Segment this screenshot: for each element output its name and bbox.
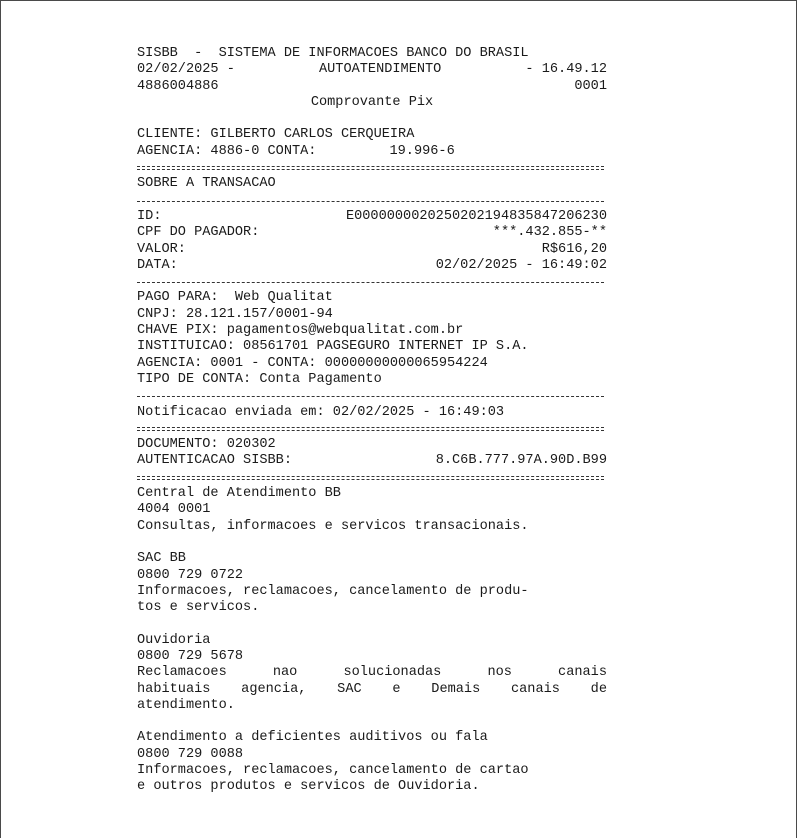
amount-row [137, 242, 607, 258]
pix-receipt [137, 46, 607, 796]
amount-label: VALOR: [137, 241, 186, 257]
header-service: AUTOATENDIMENTO [318, 62, 442, 78]
payee-institution: INSTITUICAO: 08561701 PAGSEGURO INTERNET IP S.A. [137, 339, 529, 355]
amount-value: R$616,20 [541, 241, 607, 257]
date-value: 02/02/2025 - 16:49:02 [435, 257, 607, 273]
transaction-id-row [137, 209, 607, 225]
accessibility-phone: 0800 729 0088 [137, 746, 244, 762]
central-phone: 4004 0001 [137, 502, 211, 518]
terminal-number: 4886004886 [137, 78, 219, 94]
separator-double [137, 160, 607, 176]
accessibility-description-line1: Informacoes, reclamacoes, cancelamento de cartao [137, 763, 529, 779]
header-date-row [137, 62, 607, 78]
payee-cnpj: CNPJ: 28.121.157/0001-94 [137, 306, 333, 322]
receipt-title: Comprovante Pix [310, 94, 434, 110]
transaction-id-value: E0000000020250202194835847206230 [345, 208, 607, 224]
header-date: 02/02/2025 - [137, 62, 235, 78]
client-account: 19.996-6 [389, 143, 455, 159]
authentication-value: 8.C6B.777.97A.90D.B99 [435, 453, 607, 469]
notification-sent: Notificacao enviada em: 02/02/2025 - 16:49:03 [137, 404, 505, 420]
central-title: Central de Atendimento BB [137, 486, 341, 502]
header-time: - 16.49.12 [525, 62, 607, 78]
sac-description-line2: tos e servicos. [137, 600, 260, 616]
payee-account-type: TIPO DE CONTA: Conta Pagamento [137, 371, 382, 387]
authentication-label: AUTENTICACAO SISBB: [137, 453, 292, 469]
ombudsman-phone: 0800 729 5678 [137, 648, 244, 664]
header-terminal-row [137, 79, 607, 95]
sac-description-line1: Informacoes, reclamacoes, cancelamento de produ- [137, 583, 529, 599]
separator-double [137, 421, 607, 437]
system-title: SISBB - SISTEMA DE INFORMACOES BANCO DO BRASIL [137, 46, 529, 61]
sac-phone: 0800 729 0722 [137, 567, 244, 583]
sequence-number: 0001 [574, 78, 607, 94]
separator-double [137, 470, 607, 486]
separator-dashed [137, 274, 607, 290]
payer-cpf-label: CPF DO PAGADOR: [137, 225, 260, 241]
date-row [137, 258, 607, 274]
ombudsman-description-line3: atendimento. [137, 697, 235, 713]
authentication-row [137, 453, 607, 469]
accessibility-description-line2: e outros produtos e servicos de Ouvidoria. [137, 779, 480, 795]
ombudsman-title: Ouvidoria [137, 632, 211, 648]
accessibility-title: Atendimento a deficientes auditivos ou fala [137, 730, 488, 746]
client-account-row [137, 144, 607, 160]
payee-pix-key: CHAVE PIX: pagamentos@webqualitat.com.br [137, 323, 464, 339]
payee-agency-account: AGENCIA: 0001 - CONTA: 00000000000065954224 [137, 355, 488, 371]
separator-dashed [137, 193, 607, 209]
client-agency: AGENCIA: 4886-0 CONTA: [137, 143, 317, 159]
separator-dashed [137, 388, 607, 404]
transaction-id-label: ID: [137, 208, 162, 224]
payee-name: PAGO PARA: Web Qualitat [137, 290, 333, 306]
central-description: Consultas, informacoes e servicos transacionais. [137, 518, 529, 534]
payer-cpf-row [137, 225, 607, 241]
date-label: DATA: [137, 257, 178, 273]
client-name: CLIENTE: GILBERTO CARLOS CERQUEIRA [137, 127, 415, 143]
document-number: DOCUMENTO: 020302 [137, 437, 276, 453]
ombudsman-description-line1: Reclamacoes nao solucionadas nos canais [137, 665, 607, 681]
payer-cpf-value: ***.432.855-** [492, 225, 607, 241]
transaction-section-title: SOBRE A TRANSACAO [137, 176, 276, 192]
sac-title: SAC BB [137, 551, 186, 567]
ombudsman-description-line2: habituais agencia, SAC e Demais canais de [137, 681, 607, 697]
